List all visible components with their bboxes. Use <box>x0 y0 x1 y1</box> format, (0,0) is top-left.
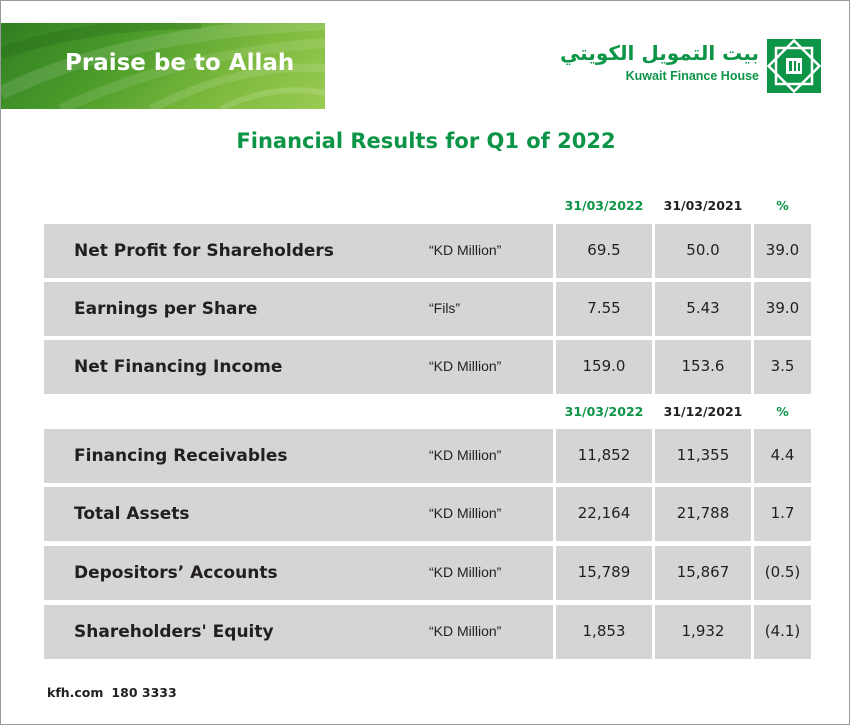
change-value: 39.0 <box>765 241 800 259</box>
row-label: Net Financing Income <box>74 357 283 377</box>
previous-value: 11,355 <box>676 446 730 464</box>
previous-value-cell <box>655 429 751 483</box>
previous-value: 1,932 <box>681 622 725 640</box>
table-row <box>44 605 811 659</box>
previous-value: 50.0 <box>686 241 720 259</box>
row-label: Financing Receivables <box>74 446 288 466</box>
banner <box>1 23 325 109</box>
footer-phone: 180 3333 <box>111 685 177 700</box>
change-value-cell <box>754 487 811 541</box>
page-title: Financial Results for Q1 of 2022 <box>236 129 616 153</box>
row-unit: “KD Million” <box>429 447 502 463</box>
change-value: 39.0 <box>765 299 800 317</box>
current-value-cell <box>556 282 652 336</box>
row-unit: “KD Million” <box>429 623 502 639</box>
current-value: 159.0 <box>582 357 626 375</box>
section2-header-previous: 31/12/2021 <box>663 404 743 419</box>
previous-value: 21,788 <box>676 504 730 522</box>
previous-value-cell <box>655 282 751 336</box>
kfh-emblem-icon <box>767 39 821 93</box>
previous-value-cell <box>655 340 751 394</box>
table-row <box>44 224 811 278</box>
change-value-cell <box>754 546 811 600</box>
row-unit: “KD Million” <box>429 242 502 258</box>
current-value-cell <box>556 605 652 659</box>
current-value: 69.5 <box>587 241 621 259</box>
current-value-cell <box>556 429 652 483</box>
table-row <box>44 487 811 541</box>
section2-header-change: % <box>776 404 789 419</box>
row-label: Earnings per Share <box>74 299 258 319</box>
row-label: Depositors’ Accounts <box>74 563 278 583</box>
current-value: 22,164 <box>577 504 631 522</box>
current-value-cell <box>556 546 652 600</box>
current-value-cell <box>556 224 652 278</box>
row-unit: “KD Million” <box>429 358 502 374</box>
previous-value-cell <box>655 546 751 600</box>
change-value-cell <box>754 340 811 394</box>
current-value: 7.55 <box>587 299 621 317</box>
change-value-cell <box>754 282 811 336</box>
previous-value: 5.43 <box>686 299 720 317</box>
table-row <box>44 429 811 483</box>
row-label: Total Assets <box>74 504 190 524</box>
change-value-cell <box>754 224 811 278</box>
section1-header-change: % <box>776 198 789 213</box>
change-value: (4.1) <box>764 622 801 640</box>
banner-title: Praise be to Allah <box>65 50 295 76</box>
change-value: 4.4 <box>770 446 795 464</box>
change-value-cell <box>754 429 811 483</box>
table-row <box>44 282 811 336</box>
section2-header-current: 31/03/2022 <box>564 404 644 419</box>
current-value: 1,853 <box>582 622 626 640</box>
previous-value: 153.6 <box>681 357 725 375</box>
logo-english-name: Kuwait Finance House <box>625 69 759 83</box>
change-value: (0.5) <box>764 563 801 581</box>
current-value-cell <box>556 340 652 394</box>
row-label-cell <box>44 282 553 336</box>
row-label-cell <box>44 605 553 659</box>
table-row <box>44 340 811 394</box>
row-label: Net Profit for Shareholders <box>74 241 334 261</box>
row-label-cell <box>44 340 553 394</box>
row-label-cell <box>44 429 553 483</box>
footer-contact <box>47 685 177 700</box>
row-unit: “KD Million” <box>429 564 502 580</box>
previous-value: 15,867 <box>676 563 730 581</box>
change-value: 1.7 <box>770 504 795 522</box>
kfh-logo <box>559 39 821 95</box>
current-value-cell <box>556 487 652 541</box>
row-unit: “Fils” <box>429 300 461 316</box>
current-value: 15,789 <box>577 563 631 581</box>
row-label: Shareholders' Equity <box>74 622 274 642</box>
current-value: 11,852 <box>577 446 631 464</box>
change-value: 3.5 <box>770 357 795 375</box>
row-label-cell <box>44 546 553 600</box>
row-unit: “KD Million” <box>429 505 502 521</box>
section1-header-current: 31/03/2022 <box>564 198 644 213</box>
previous-value-cell <box>655 605 751 659</box>
row-label-cell <box>44 487 553 541</box>
section1-header-previous: 31/03/2021 <box>663 198 743 213</box>
change-value-cell <box>754 605 811 659</box>
logo-arabic-name: بيت التمويل الكويتي <box>559 41 759 65</box>
table-row <box>44 546 811 600</box>
previous-value-cell <box>655 487 751 541</box>
previous-value-cell <box>655 224 751 278</box>
footer-website-link[interactable]: kfh.com <box>47 685 104 700</box>
row-label-cell <box>44 224 553 278</box>
